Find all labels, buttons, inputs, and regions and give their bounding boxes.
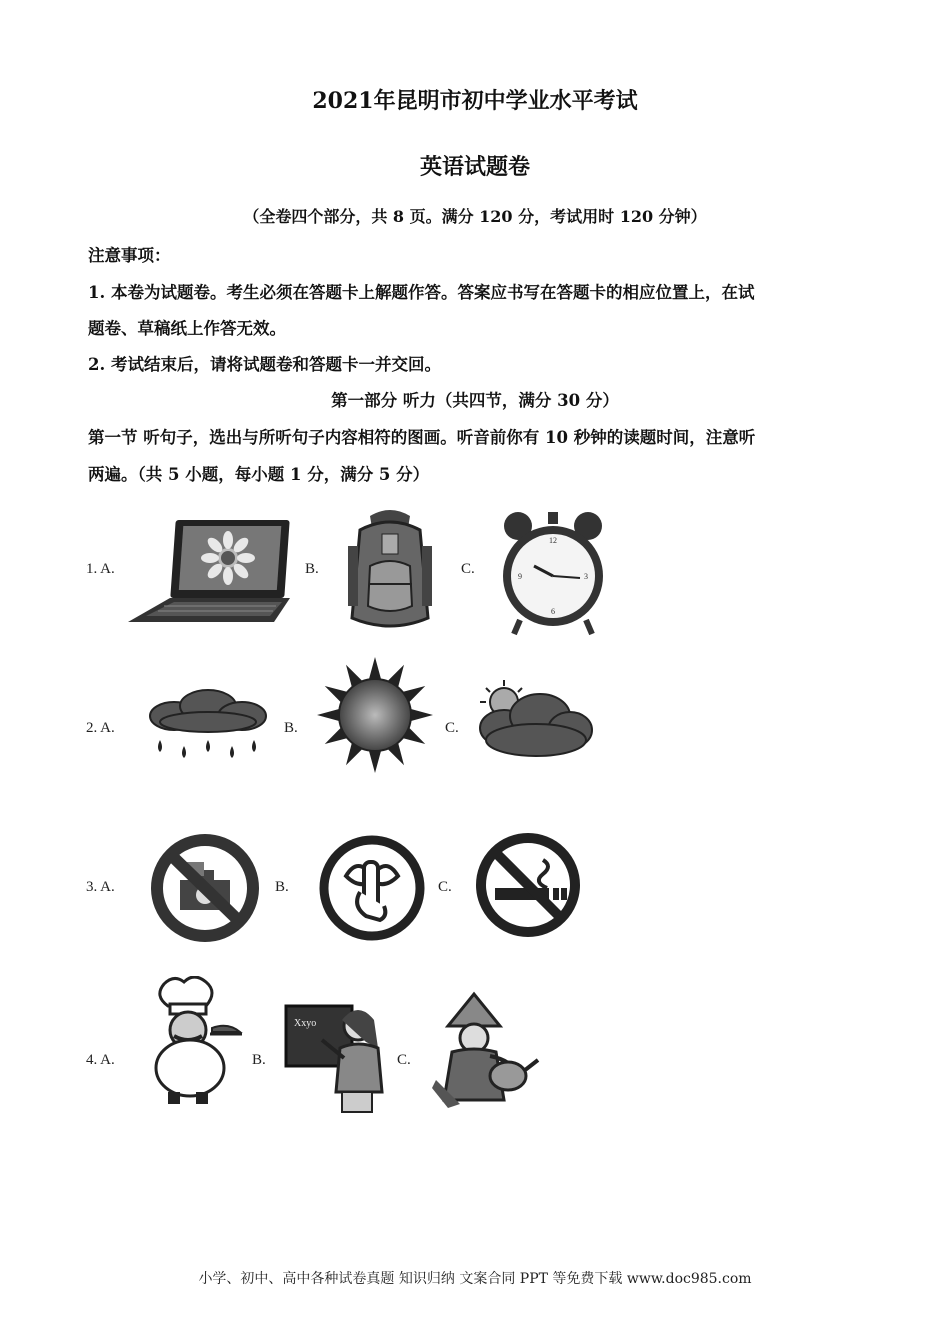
rain-cloud-icon <box>146 688 270 766</box>
part1-heading: 第一部分 听力（共四节，满分 30 分） <box>331 391 619 410</box>
svg-text:6: 6 <box>551 607 555 616</box>
sun-icon <box>316 656 434 774</box>
q3-label-b: B. <box>275 879 289 895</box>
exam-info: （全卷四个部分，共 8 页。满分 120 分，考试用时 120 分钟） <box>243 207 707 226</box>
q2-label-a: 2. A. <box>86 720 115 736</box>
q4-label-b: B. <box>252 1052 266 1068</box>
note-line-1a: 1. 本卷为试题卷。考生必须在答题卡上解题作答。答案应书写在答题卡的相应位置上，在试 <box>88 283 755 302</box>
note-line-2: 2. 考试结束后，请将试题卷和答题卡一并交回。 <box>88 355 441 374</box>
q2-label-b: B. <box>284 720 298 736</box>
backpack-icon <box>340 506 440 638</box>
q1-label-b: B. <box>305 561 319 577</box>
no-noise-sign-icon <box>316 832 428 944</box>
q4-label-a: 4. A. <box>86 1052 115 1068</box>
q4-label-c: C. <box>397 1052 411 1068</box>
cloudy-icon <box>474 678 596 762</box>
section1-line-a: 第一节 听句子，选出与所听句子内容相符的图画。听音前你有 10 秒钟的读题时间，注意听 <box>88 428 756 447</box>
q2-label-c: C. <box>445 720 459 736</box>
q3-label-a: 3. A. <box>86 879 115 895</box>
section1-line-b: 两遍。（共 5 小题，每小题 1 分，满分 5 分） <box>88 465 430 484</box>
svg-text:9: 9 <box>518 572 522 581</box>
teacher-icon <box>282 1002 392 1118</box>
q1-label-c: C. <box>461 561 475 577</box>
no-smoking-sign-icon <box>473 830 583 940</box>
note-line-1b: 题卷、草稿纸上作答无效。 <box>88 319 286 338</box>
chef-icon <box>132 976 246 1106</box>
exam-subtitle: 英语试题卷 <box>419 154 530 180</box>
notes-heading: 注意事项： <box>88 246 171 265</box>
alarm-clock-icon <box>498 508 608 640</box>
footer-text: 小学、初中、高中各种试卷真题 知识归纳 文案合同 PPT 等免费下载 www.doc985.com <box>198 1271 752 1287</box>
laptop-icon <box>124 516 296 628</box>
no-photo-sign-icon <box>146 832 264 944</box>
exam-title: 2021年昆明市初中学业水平考试 <box>312 88 638 114</box>
svg-text:3: 3 <box>584 572 588 581</box>
board-text: Xxyo <box>294 1018 317 1029</box>
q1-label-a: 1. A. <box>86 561 115 577</box>
farmer-icon <box>428 990 544 1112</box>
svg-text:12: 12 <box>549 536 557 545</box>
q3-label-c: C. <box>438 879 452 895</box>
